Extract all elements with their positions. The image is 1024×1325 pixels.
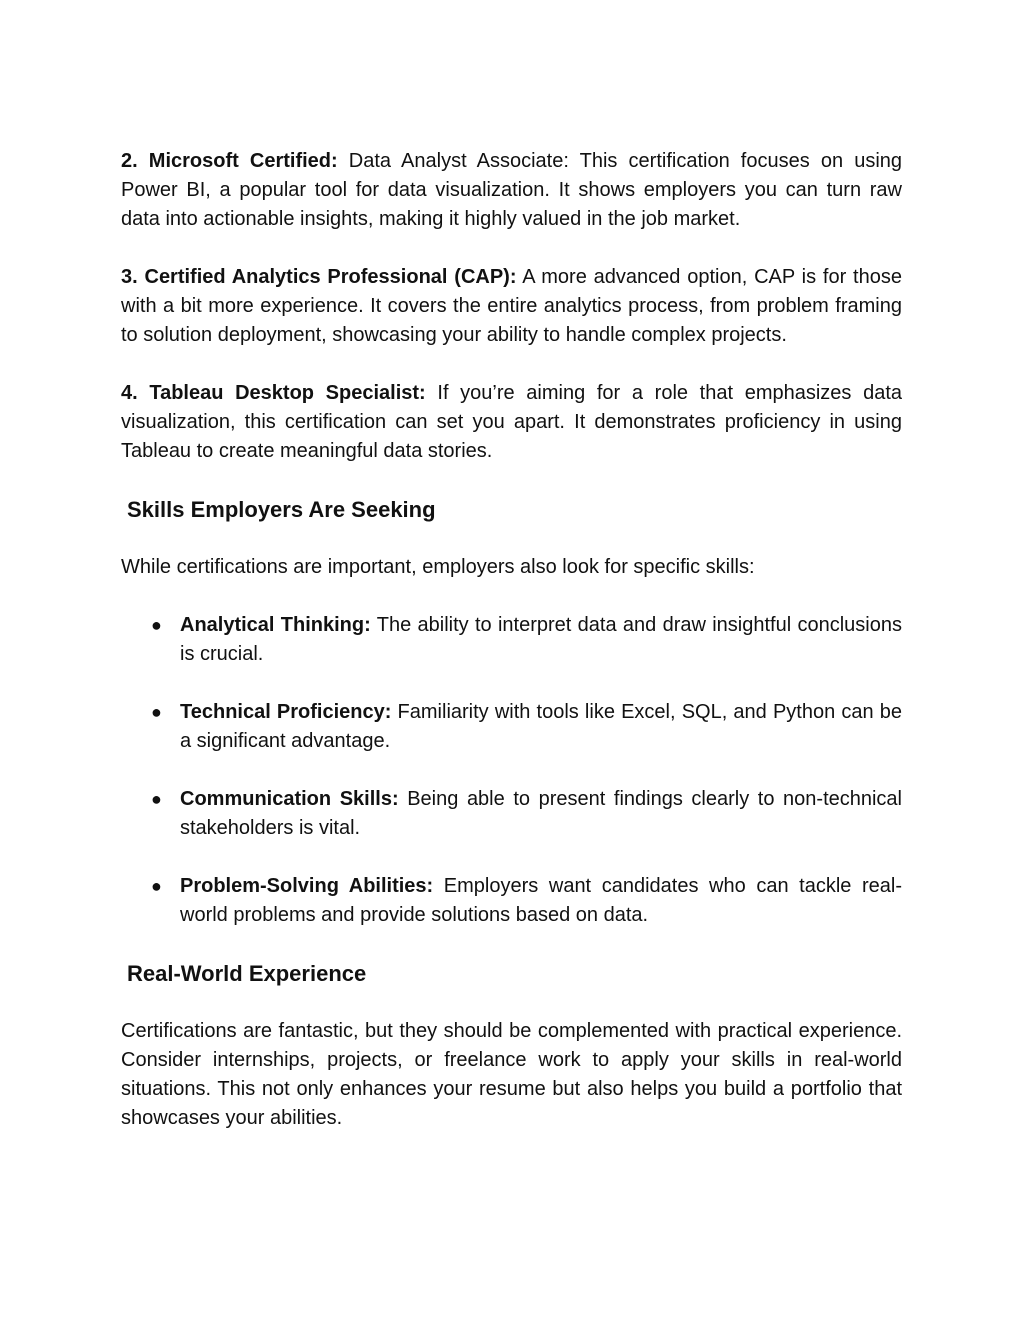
bullet-icon: ● (151, 615, 162, 635)
bullet-icon: ● (151, 702, 162, 722)
certification-paragraph (121, 263, 902, 350)
skill-title: Problem-Solving Abilities: (180, 875, 434, 897)
skill-title: Communication Skills: (180, 788, 399, 810)
skills-intro: While certifications are important, employers also look for specific skills: (121, 556, 755, 578)
certification-title: 4. Tableau Desktop Specialist: (121, 382, 426, 404)
experience-paragraph: Certifications are fantastic, but they should be complemented with practical experience. Consider internships, projects, or freelance work to apply your skills in real-world situations. This not only enhances your resume but also helps you build a portfolio that showcases your abilities. (121, 1020, 902, 1129)
bullet-icon: ● (151, 876, 162, 896)
certification-title: 2. Microsoft Certified: (121, 150, 338, 172)
list-item (121, 785, 902, 843)
list-item (121, 698, 902, 756)
list-item (121, 872, 902, 930)
bullet-icon: ● (151, 789, 162, 809)
skill-title: Analytical Thinking: (180, 614, 371, 636)
certification-text: If you’re aiming for a role that emphasizes data visualization, this certification can set you apart. It demonstrates proficiency in using Tableau to create meaningful data stories. (121, 382, 903, 462)
experience-heading: Real-World Experience (127, 961, 367, 986)
certification-text: A more advanced option, CAP is for those with a bit more experience. It covers the entire analytics process, from problem framing to solution deployment, showcasing your ability to handle complex projects. (121, 266, 902, 346)
skill-text: Familiarity with tools like Excel, SQL, and Python can be a significant advantage. (180, 701, 902, 752)
skills-heading: Skills Employers Are Seeking (127, 497, 436, 522)
document-page (121, 147, 902, 1133)
skill-title: Technical Proficiency: (180, 701, 392, 723)
skills-list (121, 611, 902, 930)
certification-paragraph (121, 147, 902, 234)
certification-text: Data Analyst Associate: This certification focuses on using Power BI, a popular tool for data visualization. It shows employers you can turn raw data into actionable insights, making it highly valued in the job market. (121, 150, 903, 230)
certification-paragraph (121, 379, 902, 466)
list-item (121, 611, 902, 669)
skill-text: Being able to present findings clearly to non-technical stakeholders is vital. (180, 788, 902, 839)
skill-text: Employers want candidates who can tackle real-world problems and provide solutions based on data. (180, 875, 902, 926)
certification-title: 3. Certified Analytics Professional (CAP): (121, 266, 517, 288)
skill-text: The ability to interpret data and draw insightful conclusions is crucial. (180, 614, 902, 665)
